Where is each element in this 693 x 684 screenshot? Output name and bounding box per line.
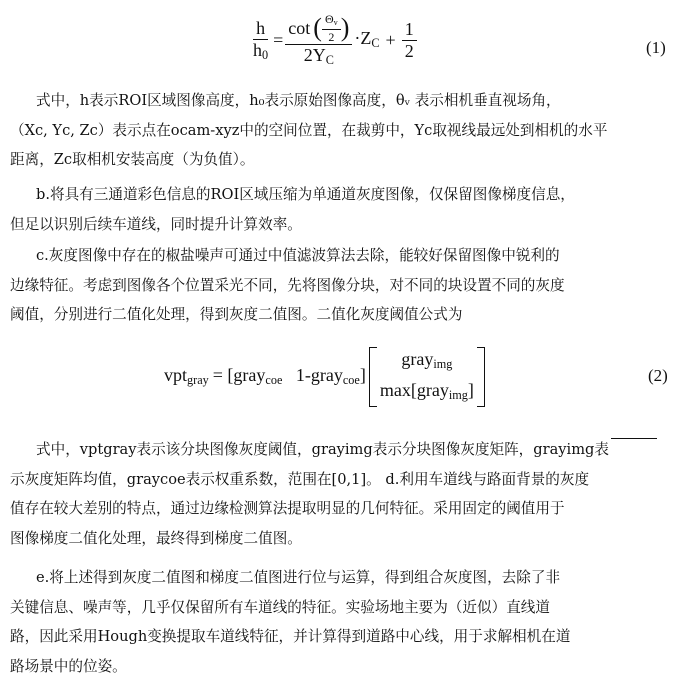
eq1-zc: $\cdot Z_C$ [354,28,380,51]
paragraph-c-line-3: 阈值，分别进行二值化处理，得到灰度二值图。二值化灰度阈值公式为 [10,306,463,323]
paragraph-1-line-3: 距离，Zc取相机安装高度（为负值）。 [10,151,255,168]
paragraph-4-line-4: 图像梯度二值化处理，最终得到梯度二值图。 [10,529,302,547]
equation-2-body [164,346,485,408]
paragraph-1 [10,86,682,175]
equation-1 [0,4,693,74]
eq2-row-vector: = [gray$_{coe}$ 1-gray$_{coe}$] [212,365,366,388]
paragraph-4-line-1: 式中，vptgray表示该分块图像灰度阈值，grayimg表示分块图像灰度矩阵，grayimg表 [36,441,609,458]
paragraph-4 [10,435,682,553]
paragraph-e-line-2: 关键信息、噪声等，几乎仅保留所有车道线的特征。实验场地主要为（近似）直线道 [10,598,550,616]
eq2-mean-gray: gray$_{img}$ [401,348,453,371]
paragraph-e [10,563,682,681]
paragraph-b-line-2: 但足以识别后续车道线，同时提升计算效率。 [10,215,302,233]
paragraph-4-line-2: 示灰度矩阵均值，graycoe表示权重系数，范围在[0,1]。 d.利用车道线与路面背景的灰度 [10,470,590,488]
paragraph-c-line-1: c.灰度图像中存在的椒盐噪声可通过中值滤波算法去除，能较好保留图像中锐利的 [36,247,560,264]
paragraph-1-line-2: （Xc, Yc, Zc）表示点在ocam-xyz中的空间位置，在裁剪中，Yc取视线最远处到相机的水平 [10,121,608,139]
paragraph-4-line-3: 值存在较大差别的特点，通过边缘检测算法提取明显的几何特征。采用固定的阈值用于 [10,500,565,517]
eq2-lhs: vpt$_{gray}$ [164,365,209,388]
paragraph-c-line-2: 边缘特征。考虑到图像各个位置采光不同，先将图像分块，对不同的块设置不同的灰度 [10,276,565,294]
eq1-main-num: cot ( $\frac{\Theta_v}{2}$ ) [285,13,352,45]
paragraph-b [10,180,682,239]
eq1-main-fraction [285,13,352,67]
mean-overline-mark [611,438,657,439]
paragraph-e-line-1: e.将上述得到灰度二值图和梯度二值图进行位与运算，得到组合灰度图，去除了非 [36,569,561,586]
equation-2-number: (2) [648,366,668,385]
paragraph-c [10,241,682,330]
eq1-equals: = [273,29,284,50]
equation-1-body [250,10,417,70]
paragraph-b-line-1: b.将具有三通道彩色信息的ROI区域压缩为单通道灰度图像，仅保留图像梯度信息， [36,186,575,203]
eq1-lhs-num: h [253,19,268,40]
eq1-half: $\frac{1}{2}$ [402,20,417,61]
eq2-left-bracket [369,347,377,407]
eq1-main-den: $2Y_C$ [303,45,334,68]
eq1-lhs-den: $h_0$ [253,39,269,62]
paragraph-e-line-4: 路场景中的位姿。 [10,657,127,675]
eq1-plus: + [385,29,396,50]
eq1-lhs-fraction [250,19,271,62]
paragraph-e-line-3: 路，因此采用Hough变换提取车道线特征，并计算得到道路中心线，用于求解相机在道 [10,628,571,645]
eq2-max-gray: max[gray$_{img}$] [379,380,474,403]
eq2-right-bracket [477,347,485,407]
equation-2 [0,338,693,416]
eq2-column-vector [377,346,477,408]
equation-1-number: (1) [646,38,666,57]
paragraph-1-line-1: 式中，h表示ROI区域图像高度，h₀表示原始图像高度，θᵥ 表示相机垂直视场角， [36,92,561,109]
